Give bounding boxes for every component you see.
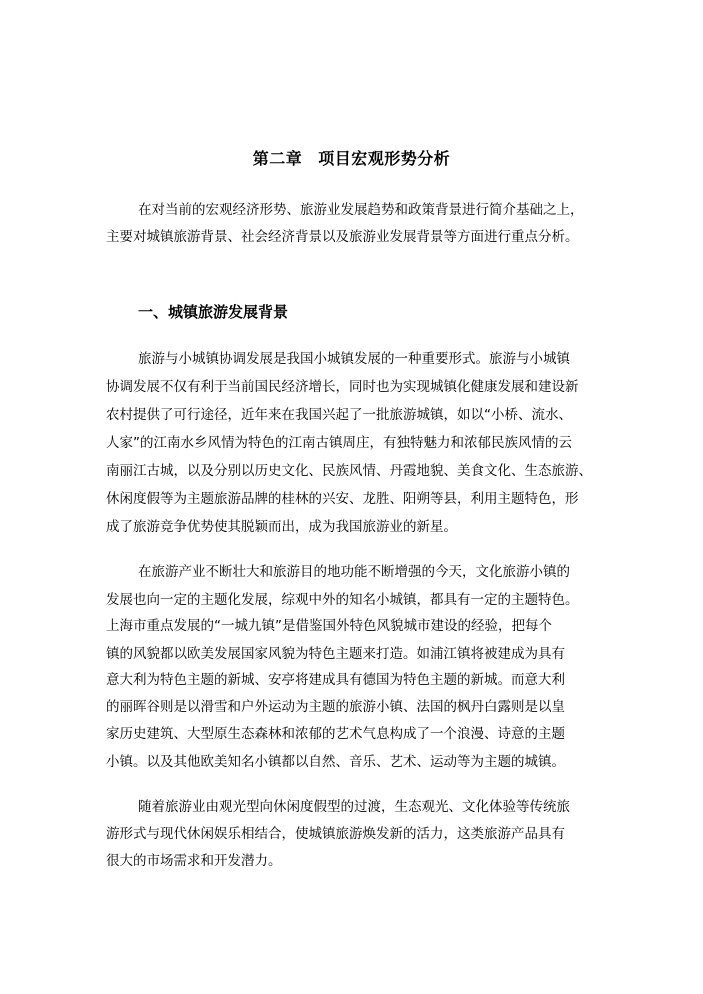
para2-line: 小镇。以及其他欧美知名小镇都以自然、音乐、艺术、运动等为主题的城镇。 — [106, 754, 565, 770]
para2-line: 镇的风貌都以欧美发展国家风貌为特色主题来打造。如浦江镇将被建成为具有 — [106, 646, 565, 662]
para2-line: 发展也向一定的主题化发展，综观中外的知名小城镇，都具有一定的主题特色。 — [106, 592, 579, 608]
para2-line: 上海市重点发展的“一城九镇”是借鉴国外特色风貌城市建设的经验，把每个 — [106, 618, 552, 634]
para1-line: 人家”的江南水乡风情为特色的江南古镇周庄，有独特魅力和浓郁民族风情的云 — [106, 435, 572, 451]
para3-line: 很大的市场需求和开发潜力。 — [106, 853, 282, 869]
para2-line: 家历史建筑、大型原生态森林和浓郁的艺术气息构成了一个浪漫、诗意的主题 — [106, 726, 565, 742]
chapter-number: 第二章 — [252, 149, 303, 168]
para1-line: 南丽江古城，以及分别以历史文化、民族风情、丹霞地貌、美食文化、生态旅游、 — [106, 463, 592, 479]
para1-line: 协调发展不仅有利于当前国民经济增长，同时也为实现城镇化健康发展和建设新 — [106, 379, 579, 395]
intro-line: 主要对城镇旅游背景、社会经济背景以及旅游业发展背景等方面进行重点分析。 — [106, 229, 579, 245]
para1-line: 休闲度假等为主题旅游品牌的桂林的兴安、龙胜、阳朔等县，利用主题特色，形 — [106, 491, 579, 507]
para2-line: 意大利为特色主题的新城、安亭将建成具有德国为特色主题的新城。而意大利 — [106, 672, 565, 688]
para3-line: 游形式与现代休闲娱乐相结合，使城镇旅游焕发新的活力，这类旅游产品具有 — [106, 826, 565, 842]
intro-line: 在对当前的宏观经济形势、旅游业发展趋势和政策背景进行简介基础之上， — [138, 202, 584, 218]
para2-line: 在旅游产业不断壮大和旅游目的地功能不断增强的今天，文化旅游小镇的 — [138, 564, 570, 580]
para1-line: 旅游与小城镇协调发展是我国小城镇发展的一种重要形式。旅游与小城镇 — [138, 351, 570, 367]
chapter-title — [0, 148, 703, 170]
section-heading: 一、城镇旅游发展背景 — [138, 303, 289, 321]
para1-line: 成了旅游竞争优势使其脱颖而出，成为我国旅游业的新星。 — [106, 519, 457, 535]
para2-line: 的丽晖谷则是以滑雪和户外运动为主题的旅游小镇、法国的枫丹白露则是以皇 — [106, 699, 565, 715]
para3-line: 随着旅游业由观光型向休闲度假型的过渡，生态观光、文化体验等传统旅 — [138, 799, 570, 815]
para1-line: 农村提供了可行途径，近年来在我国兴起了一批旅游城镇，如以“小桥、流水、 — [106, 407, 572, 423]
chapter-title-text: 项目宏观形势分析 — [318, 149, 451, 168]
